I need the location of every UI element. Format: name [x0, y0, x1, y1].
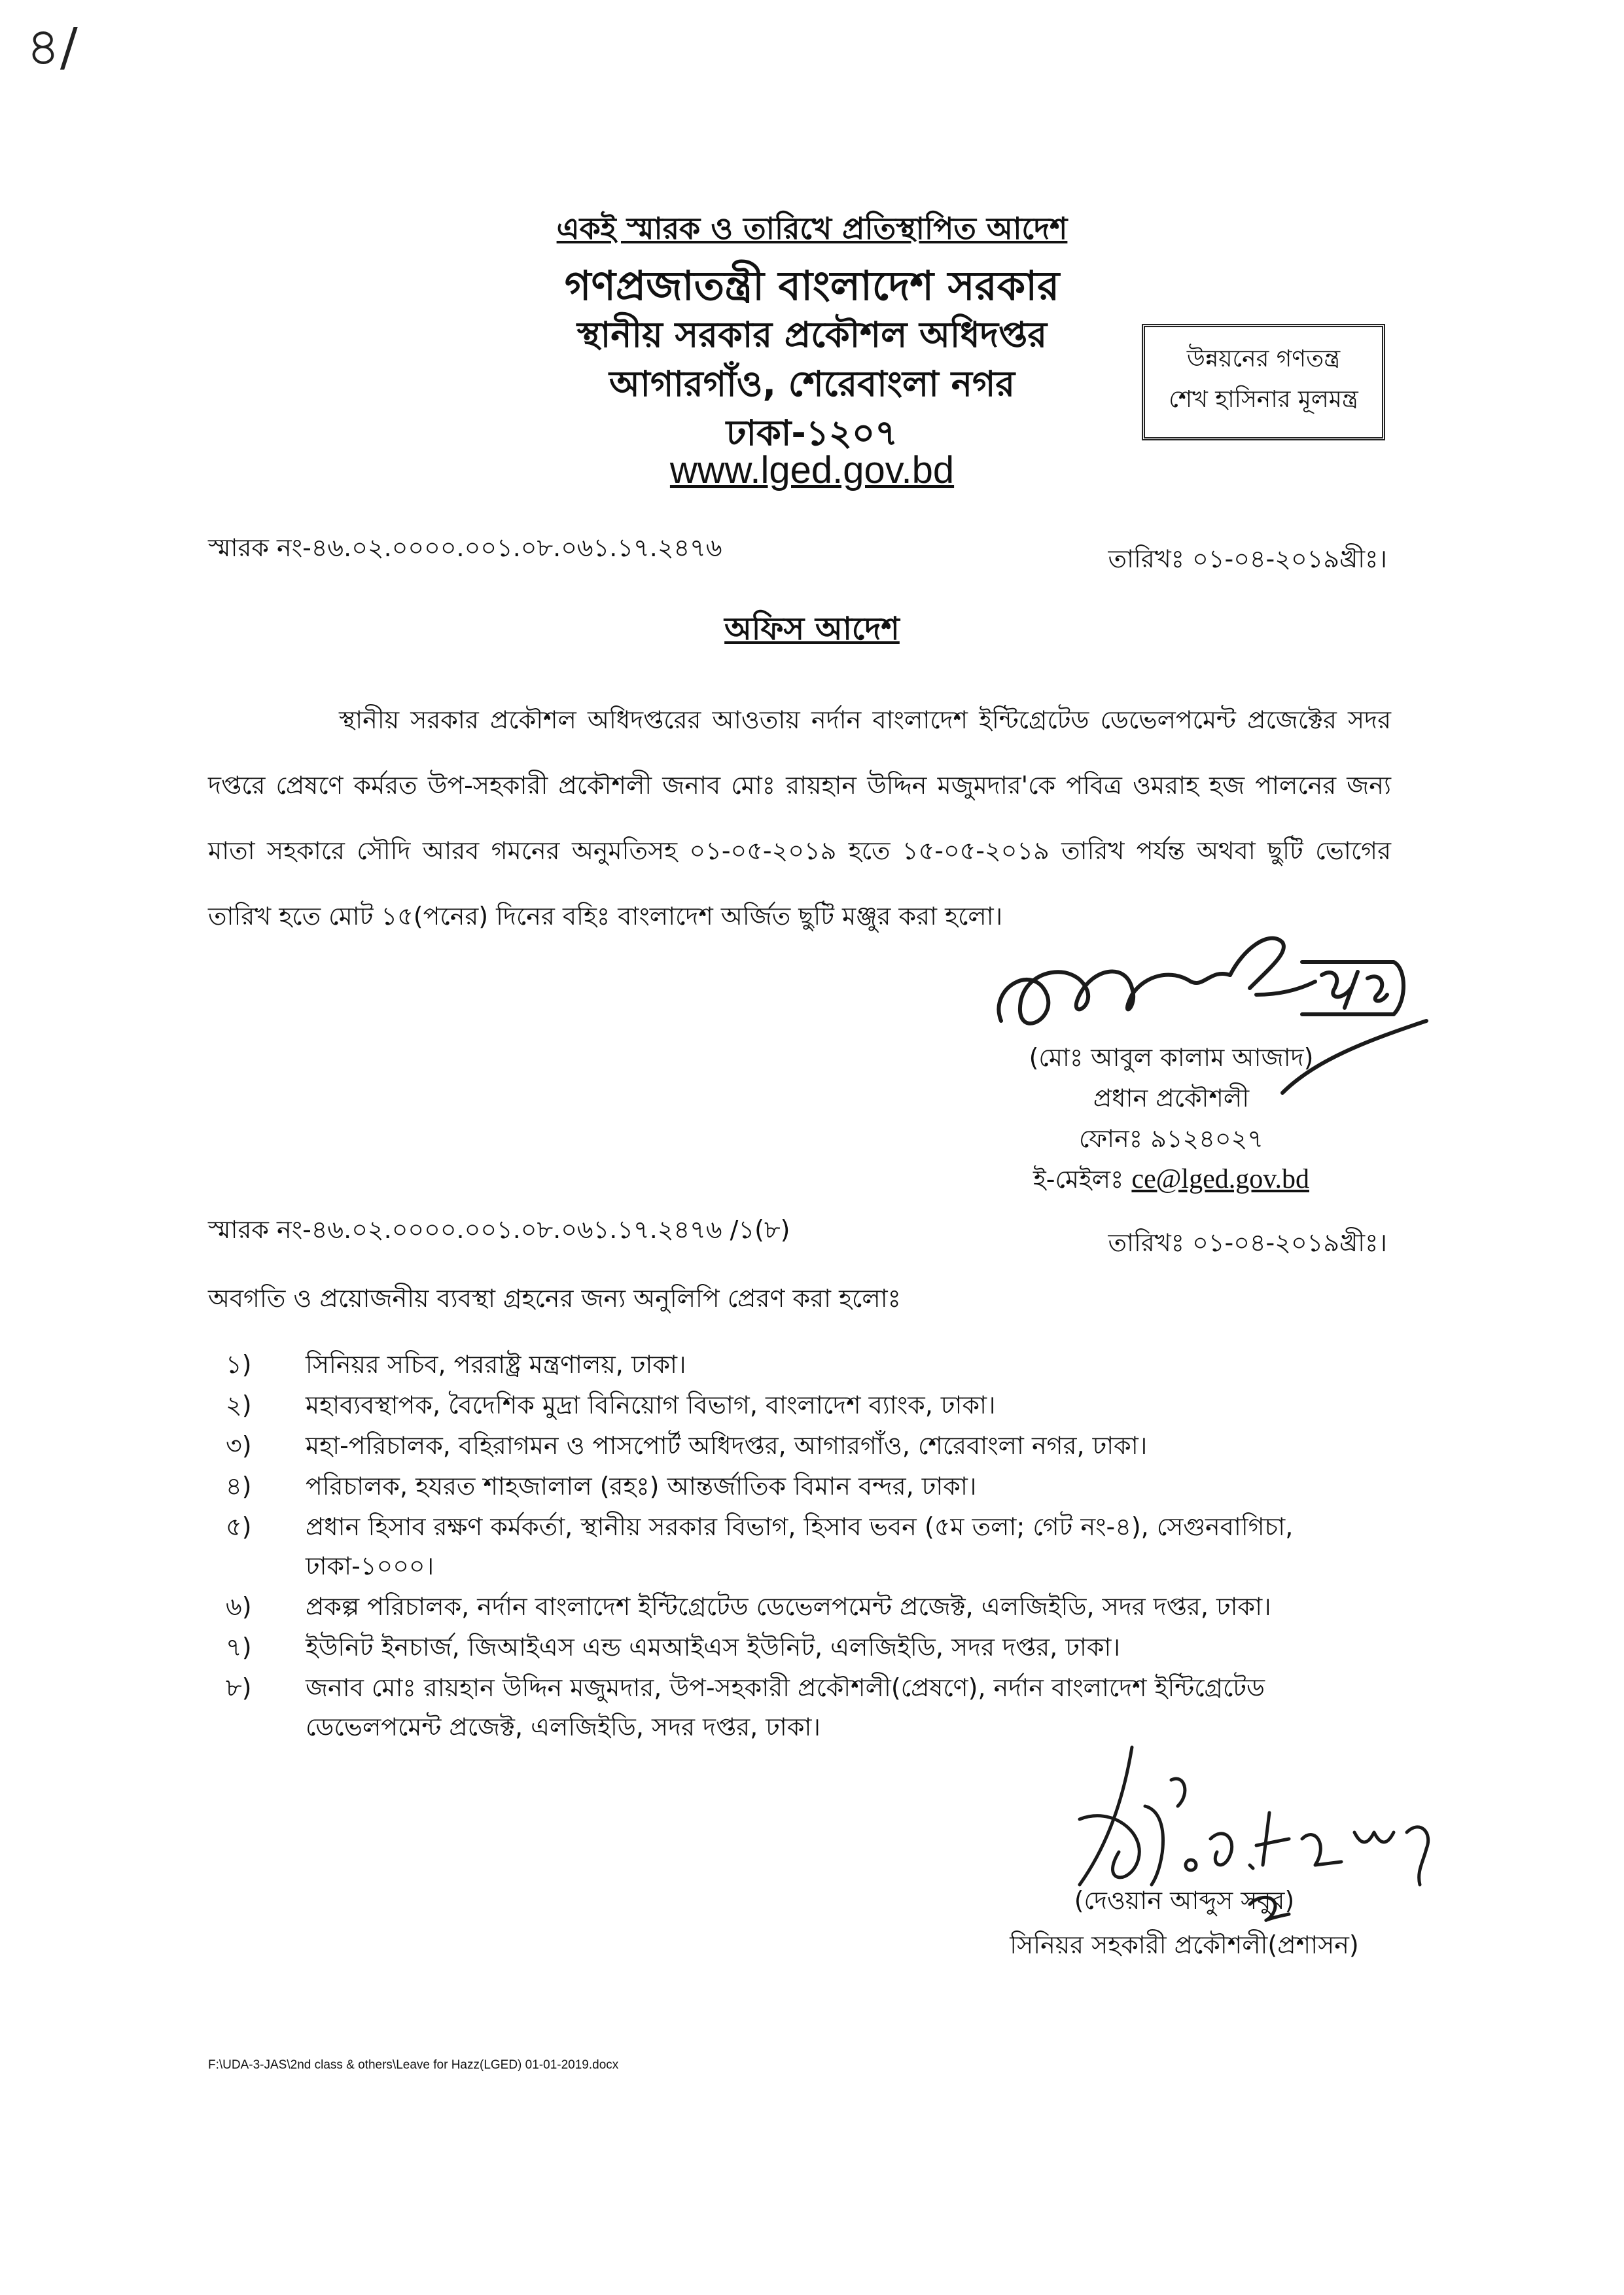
footer-file-path: F:\UDA-3-JAS\2nd class & others\Leave for Hazz(LGED) 01-01-2019.docx [208, 2058, 619, 2072]
list-item-text: মহাব্যবস্থাপক, বৈদেশিক মুদ্রা বিনিয়োগ বিভাগ, বাংলাদেশ ব্যাংক, ঢাকা। [306, 1391, 996, 1419]
memo-number: স্মারক নং-৪৬.০২.০০০০.০০১.০৮.০৬১.১৭.২৪৭৬ [208, 533, 722, 562]
order-title [0, 605, 1624, 657]
list-item-text: জনাব মোঃ রায়হান উদ্দিন মজুমদার, উপ-সহকারী প্রকৌশলী(প্রেষণে), নর্দান বাংলাদেশ ইন্টিগ্রেটেড ডেভেলপমেন্ট প্রজেক্ট, এলজিইডি, সদর দপ্তর, ঢাকা। [306, 1673, 1265, 1741]
memo-date: তারিখঃ ০১-০৪-২০১৯খ্রীঃ। [1108, 544, 1387, 573]
list-item-text: সিনিয়র সচিব, পররাষ্ট্র মন্ত্রণালয়, ঢাকা। [306, 1350, 686, 1379]
list-item [226, 1628, 1364, 1667]
list-item [226, 1587, 1364, 1626]
list-item-number: ৩) [226, 1431, 252, 1460]
handwritten-corner-mark: ৪/ [26, 16, 78, 77]
chief-engineer-email-line [1021, 1159, 1322, 1200]
motto-line-1: উন্নয়নের গণতন্ত্র [1186, 346, 1341, 372]
list-item-number: ১) [226, 1350, 252, 1379]
list-item [226, 1507, 1364, 1586]
list-item-text: প্রধান হিসাব রক্ষণ কর্মকর্তা, স্থানীয় সরকার বিভাগ, হিসাব ভবন (৫ম তলা; গেট নং-৪), সেগুনবাগিচা, ঢাকা-১০০০। [306, 1512, 1294, 1580]
government-title: গণপ্রজাতন্ত্রী বাংলাদেশ সরকার [564, 262, 1060, 310]
order-title-text: অফিস আদেশ [724, 611, 900, 647]
motto-box [1142, 324, 1385, 440]
list-item [226, 1385, 1364, 1425]
motto-line-2: শেখ হাসিনার মূলমন্ত্র [1169, 386, 1358, 413]
website-link[interactable]: www.lged.gov.bd [669, 449, 955, 491]
list-item [226, 1345, 1364, 1384]
email-label: ই-মেইলঃ [1033, 1165, 1124, 1194]
list-item [226, 1426, 1364, 1465]
address-line-1: আগারগাঁও, শেরেবাংলা নগর [609, 363, 1015, 404]
replaced-order-note: একই স্মারক ও তারিখে প্রতিস্থাপিত আদেশ [556, 211, 1068, 246]
list-item-number: ৪) [226, 1472, 252, 1501]
copy-memo-number: স্মারক নং-৪৬.০২.০০০০.০০১.০৮.০৬১.১৭.২৪৭৬ /১(৮) [208, 1215, 790, 1244]
assistant-engineer-name: (দেওয়ান আব্দুস সবুর) [1074, 1886, 1295, 1915]
list-item-number: ৮) [226, 1673, 252, 1702]
list-item-text: পরিচালক, হযরত শাহজালাল (রহঃ) আন্তর্জাতিক বিমান বন্দর, ঢাকা। [306, 1472, 977, 1501]
list-item-text: ইউনিট ইনচার্জ, জিআইএস এন্ড এমআইএস ইউনিট, এলজিইডি, সদর দপ্তর, ঢাকা। [306, 1633, 1121, 1662]
department-title: স্থানীয় সরকার প্রকৌশল অধিদপ্তর [576, 314, 1048, 355]
chief-engineer-block [1021, 1037, 1322, 1200]
address-line-2: ঢাকা-১২০৭ [726, 412, 898, 454]
copy-intro: অবগতি ও প্রয়োজনীয় ব্যবস্থা গ্রহনের জন্য অনুলিপি প্রেরণ করা হলোঃ [208, 1284, 901, 1313]
list-item-text: প্রকল্প পরিচালক, নর্দান বাংলাদেশ ইন্টিগ্রেটেড ডেভেলপমেন্ট প্রজেক্ট, এলজিইডি, সদর দপ্তর, ঢাকা। [306, 1592, 1271, 1621]
list-item [226, 1467, 1364, 1506]
assistant-engineer-block [981, 1878, 1387, 1967]
list-item-number: ৫) [226, 1512, 252, 1541]
copy-recipient-list [226, 1345, 1364, 1748]
list-item-text: মহা-পরিচালক, বহিরাগমন ও পাসপোর্ট অধিদপ্তর, আগারগাঁও, শেরেবাংলা নগর, ঢাকা। [306, 1431, 1148, 1460]
list-item-number: ৬) [226, 1592, 252, 1621]
chief-engineer-name: (মোঃ আবুল কালাম আজাদ) [1029, 1043, 1314, 1072]
chief-engineer-phone: ফোনঃ ৯১২৪০২৭ [1078, 1124, 1264, 1153]
list-item-number: ২) [226, 1391, 252, 1419]
assistant-engineer-designation: সিনিয়র সহকারী প্রকৌশলী(প্রশাসন) [1010, 1930, 1359, 1959]
list-item-number: ৭) [226, 1633, 252, 1662]
copy-memo-date: তারিখঃ ০১-০৪-২০১৯খ্রীঃ। [1108, 1228, 1387, 1257]
email-link[interactable]: ce@lged.gov.bd [1131, 1164, 1309, 1194]
order-body: স্থানীয় সরকার প্রকৌশল অধিদপ্তরের আওতায় নর্দান বাংলাদেশ ইন্টিগ্রেটেড ডেভেলপমেন্ট প্রজেক্টের সদর দপ্তরে প্রেষণে কর্মরত উপ-সহকারী প্রকৌশলী জনাব মোঃ রায়হান উদ্দিন মজুমদার'কে পবিত্র ওমরাহ হজ পালনের জন্য মাতা সহকারে সৌদি আরব গমনের অনুমতিসহ ০১-০৫-২০১৯ হতে ১৫-০৫-২০১৯ তারিখ পর্যন্ত অথবা ছুটি ভোগের তারিখ হতে মোট ১৫(পনের) দিনের বহিঃ বাংলাদেশ অর্জিত ছুটি মঞ্জুর করা হলো। [208, 705, 1391, 931]
chief-engineer-designation: প্রধান প্রকৌশলী [1093, 1084, 1250, 1112]
